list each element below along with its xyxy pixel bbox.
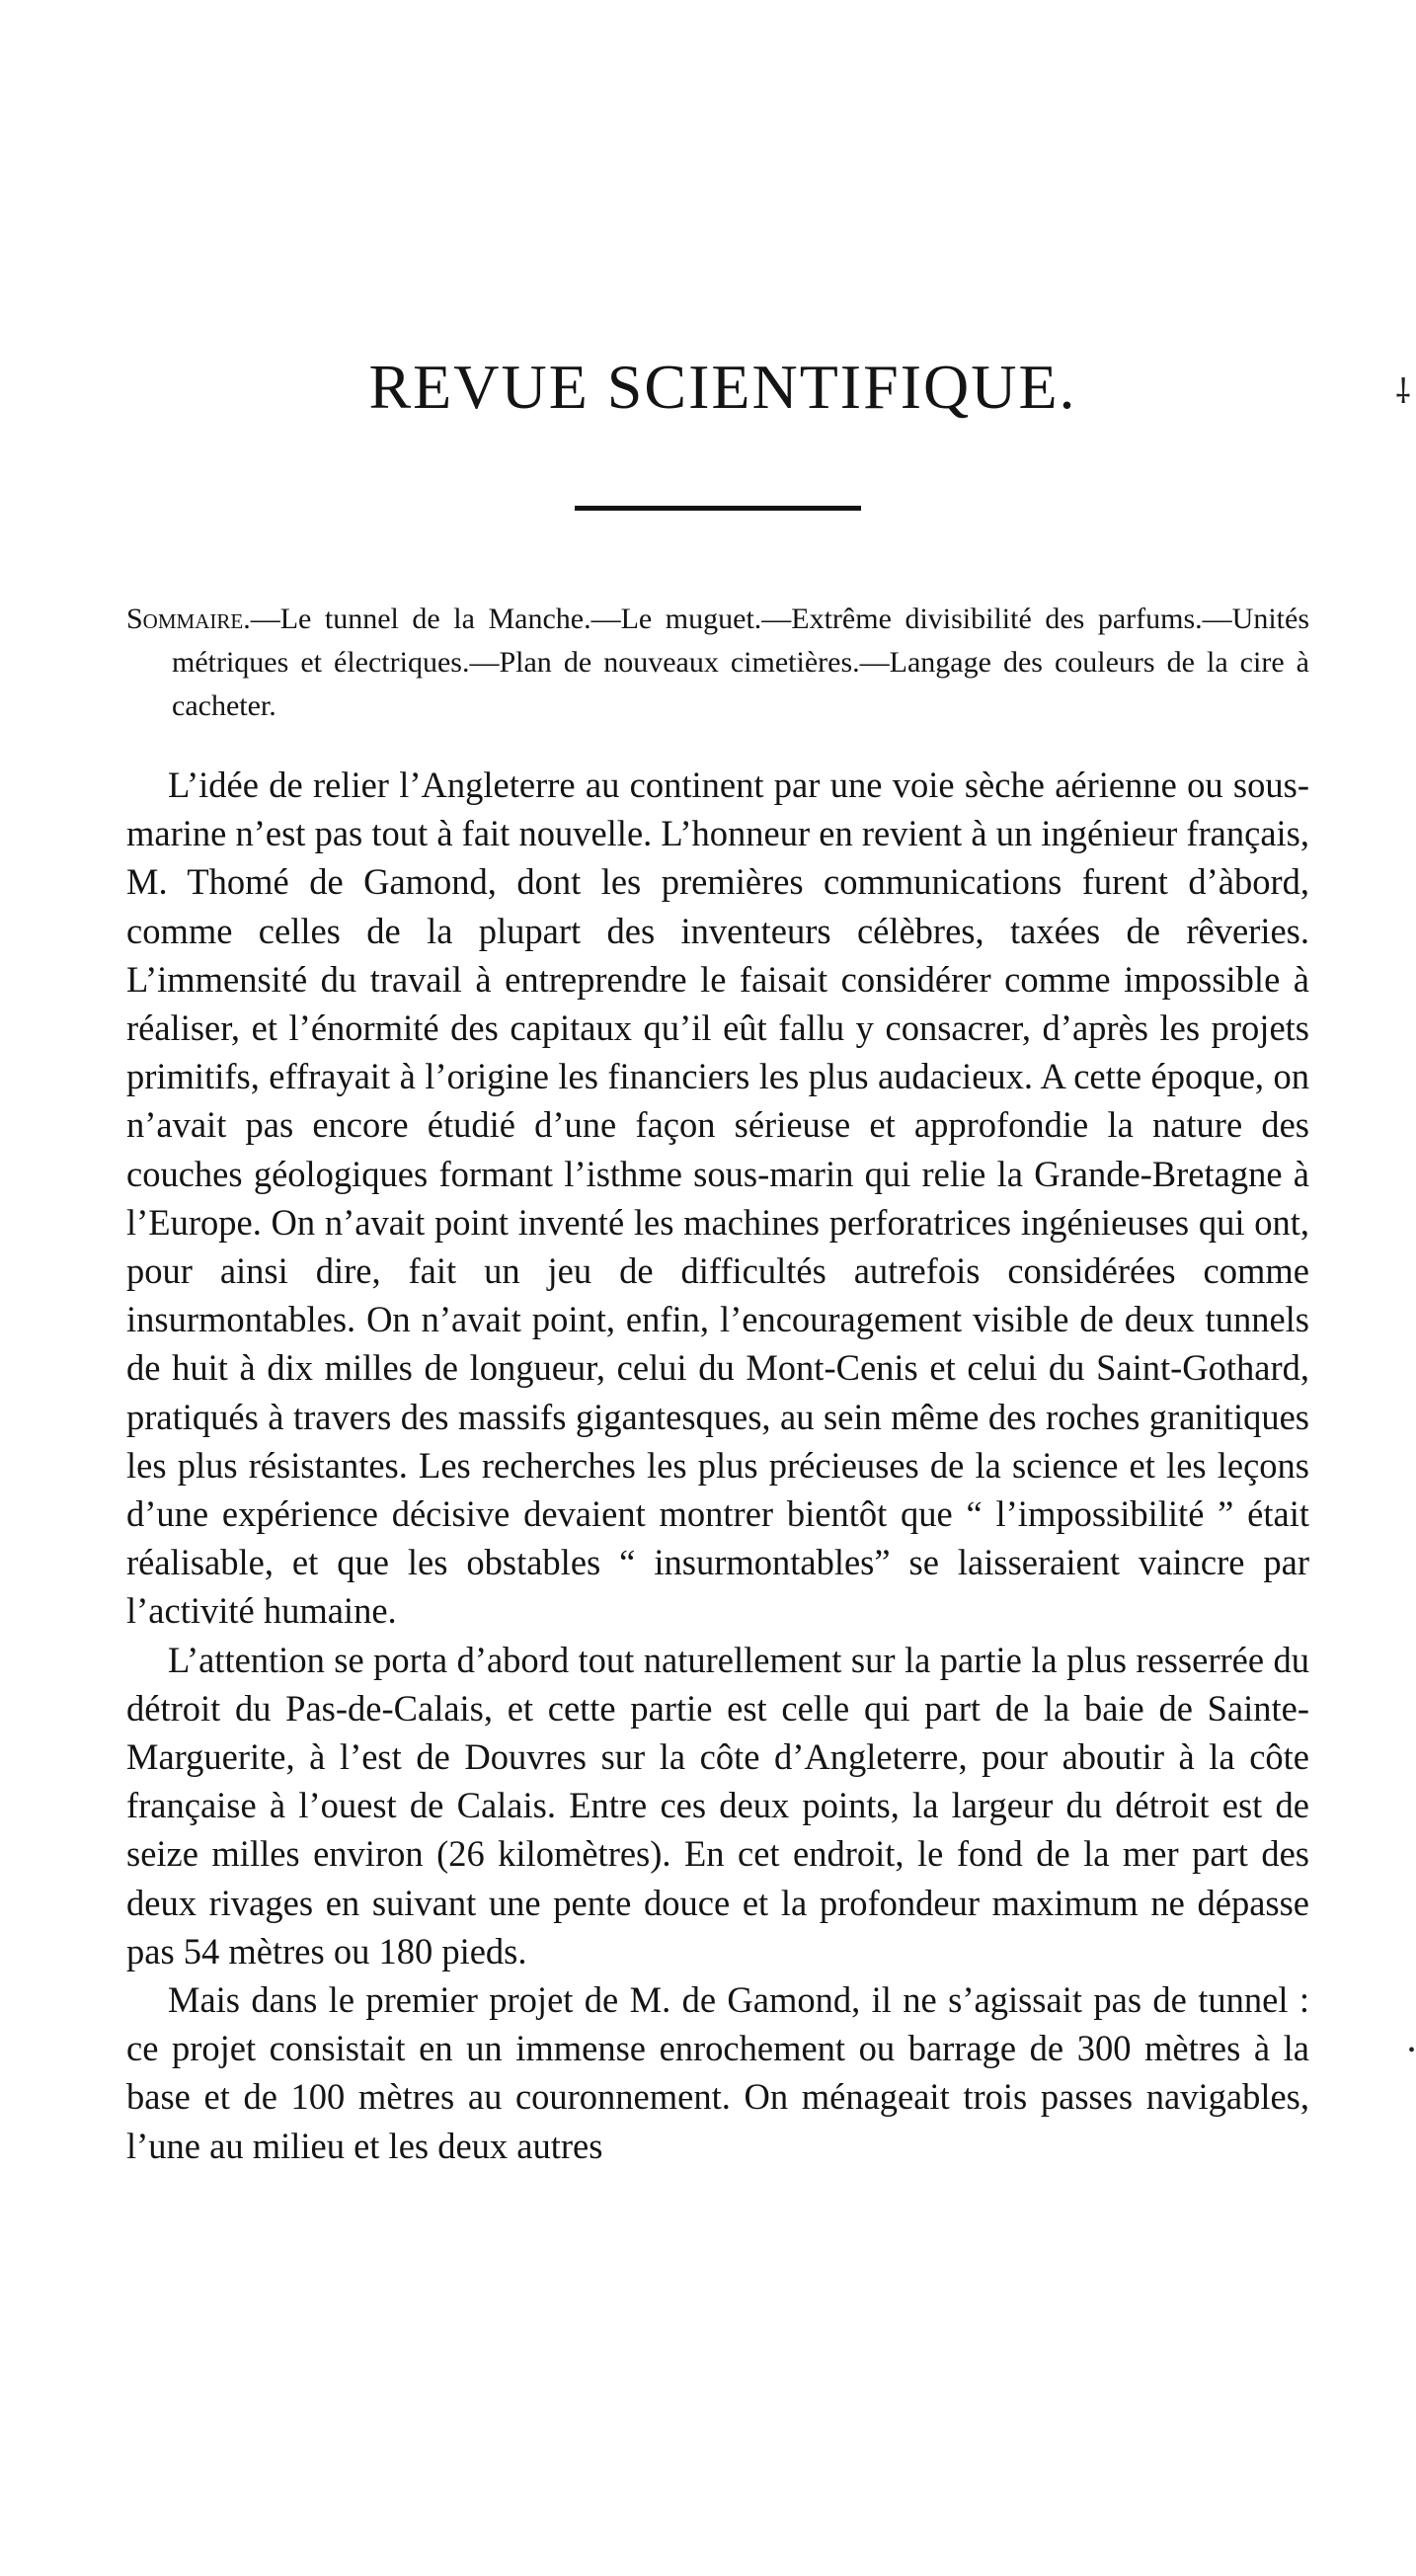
paragraph-2: L’attention se porta d’abord tout naturellement sur la partie la plus resserrée du détroit du Pas-de-Calais, et cette partie est celle qui part de la baie de Sainte-Marguerite, à l’est de Douvres sur la côte d’Angleterre, pour aboutir à la côte française à l’ouest de Calais. Entre ces deux points, la largeur du détroit est de seize milles environ (26 kilomètres). En cet endroit, le fond de la mer part des deux rivages en suivant une pente douce et la profondeur maximum ne dépasse pas 54 mètres ou 180 pieds.	[126, 1639, 1309, 1972]
summary-text: —Le tunnel de la Manche.—Le muguet.—Extrême divisibilité des parfums.—Unités métriques et électriques.—Plan de nouveaux cimetières.—Langage des couleurs de la cire à cacheter.	[172, 603, 1309, 722]
summary-lead: Sommaire.	[126, 603, 251, 635]
paragraph-3: Mais dans le premier projet de M. de Gamond, il ne s’agissait pas de tunnel : ce projet consistait en un immense enrochement ou barrage de 300 mètres à la base et de 100 mètres au couronnement. On ménageait trois passes navigables, l’une au milieu et les deux autres	[126, 1979, 1309, 2166]
margin-mark-icon: ⸸	[1395, 374, 1411, 411]
page-title: REVUE SCIENTIFIQUE.	[368, 352, 1077, 422]
body-text	[126, 761, 1309, 2170]
paragraph-1: L’idée de relier l’Angleterre au continent par une voie sèche aérienne ou sous-marine n’est pas tout à fait nouvelle. L’honneur en revient à un ingénieur français, M. Thomé de Gamond, dont les premières communications furent d’àbord, comme celles de la plupart des inventeurs célèbres, taxées de rêveries. L’immensité du travail à entreprendre le faisait considérer comme impossible à réaliser, et l’énormité des capitaux qu’il eût fallu y consacrer, d’après les projets primitifs, effrayait à l’origine les financiers les plus audacieux. A cette époque, on n’avait pas encore étudié d’une façon sérieuse et approfondie la nature des couches géologiques formant l’isthme sous-marin qui relie la Grande-Bretagne à l’Europe. On n’avait point inventé les machines perforatrices ingénieuses qui ont, pour ainsi dire, fait un jeu de difficultés autrefois considérées comme insurmontables. On n’avait point, enfin, l’encouragement visible de deux tunnels de huit à dix milles de longueur, celui du Mont-Cenis et celui du Saint-Gothard, pratiqués à travers des massifs gigantesques, au sein même des roches granitiques les plus résistantes. Les recherches les plus précieuses de la science et les leçons d’une expérience décisive devaient montrer bientôt que “ l’impossibilité ” était réalisable, et que les obstables “ insurmontables” se laisseraient vaincre par l’activité humaine.	[126, 765, 1309, 1632]
title-rule	[575, 506, 861, 511]
margin-dot-icon: •	[1408, 2040, 1416, 2061]
summary	[126, 598, 1309, 728]
